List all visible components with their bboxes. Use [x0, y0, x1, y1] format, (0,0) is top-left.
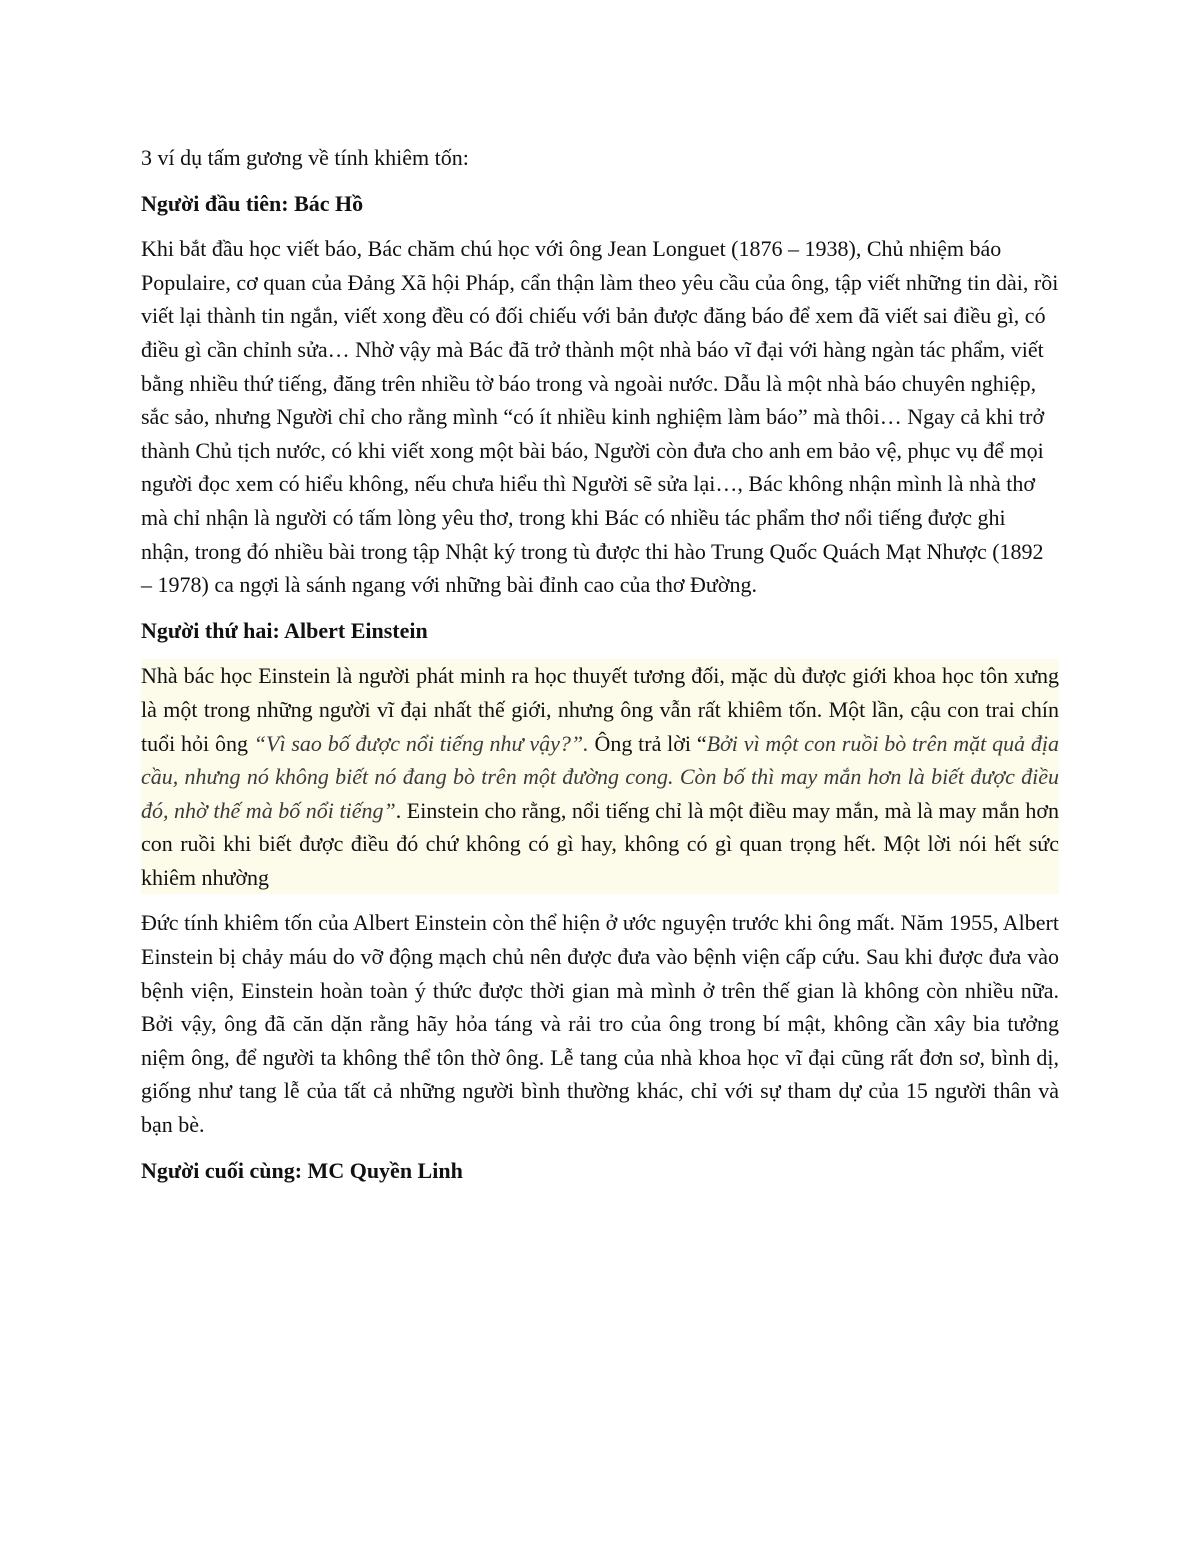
- einstein-quote-question: “Vì sao bố được nổi tiếng như vậy?”.: [253, 730, 589, 756]
- einstein-text-part3: . Einstein cho rằng, nổi tiếng chỉ là một điều may mắn, mà là may mắn hơn con ruồi khi biết được điều đó chứ không có gì hay, không có gì quan trọng hết. Một lời nói hết sức khiêm nhường: [141, 797, 1060, 890]
- section-heading-bac-ho: Người đầu tiên: Bác Hồ: [141, 190, 364, 216]
- paragraph-einstein-highlighted: [141, 659, 1059, 894]
- section-heading-einstein: Người thứ hai: Albert Einstein: [141, 617, 428, 643]
- intro-line: 3 ví dụ tấm gương về tính khiêm tốn:: [141, 145, 469, 170]
- einstein-text-part2: Ông trả lời “: [588, 730, 707, 756]
- document-body: [141, 141, 1059, 1199]
- paragraph-einstein-humility: Đức tính khiêm tốn của Albert Einstein còn thể hiện ở ước nguyện trước khi ông mất. Năm 1955, Albert Einstein bị chảy máu do vỡ động mạch chủ nên được đưa vào bệnh viện cấp cứu. Sau khi được đưa vào bệnh viện, Einstein hoàn toàn ý thức được thời gian mà mình ở trên thế gian là không còn nhiều nữa. Bởi vậy, ông đã căn dặn rằng hãy hỏa táng và rải tro của ông trong bí mật, không cần xây bia tưởng niệm ông, để người ta không thể tôn thờ ông. Lễ tang của nhà khoa học vĩ đại cũng rất đơn sơ, bình dị, giống như tang lễ của tất cả những người bình thường khác, chỉ với sự tham dự của 15 người thân và bạn bè.: [141, 910, 1059, 1138]
- section-heading-quyen-linh: Người cuối cùng: MC Quyền Linh: [141, 1157, 463, 1183]
- einstein-text-part1: Nhà bác học Einstein là người phát minh ra học thuyết tương đối, mặc dù được giới khoa học tôn xưng là một trong những người vĩ đại nhất thế giới, nhưng ông vẫn rất khiêm tốn. Một lần, cậu con trai chín tuổi hỏi ông: [141, 663, 1059, 756]
- paragraph-bac-ho: Khi bắt đầu học viết báo, Bác chăm chú học với ông Jean Longuet (1876 – 1938), Chủ nhiệm báo Populaire, cơ quan của Đảng Xã hội Pháp, cẩn thận làm theo yêu cầu của ông, tập viết những tin dài, rồi viết lại thành tin ngắn, viết xong đều có đối chiếu với bản được đăng báo để xem đã viết sai điều gì, có điều gì cần chỉnh sửa… Nhờ vậy mà Bác đã trở thành một nhà báo vĩ đại với hàng ngàn tác phẩm, viết bằng nhiều thứ tiếng, đăng trên nhiều tờ báo trong và ngoài nước. Dẫu là một nhà báo chuyên nghiệp, sắc sảo, nhưng Người chỉ cho rằng mình “có ít nhiều kinh nghiệm làm báo” mà thôi… Ngay cả khi trở thành Chủ tịch nước, có khi viết xong một bài báo, Người còn đưa cho anh em bảo vệ, phục vụ để mọi người đọc xem có hiểu không, nếu chưa hiểu thì Người sẽ sửa lại…, Bác không nhận mình là nhà thơ mà chỉ nhận là người có tấm lòng yêu thơ, trong khi Bác có nhiều tác phẩm thơ nổi tiếng được ghi nhận, trong đó nhiều bài trong tập Nhật ký trong tù được thi hào Trung Quốc Quách Mạt Nhược (1892 – 1978) ca ngợi là sánh ngang với những bài đỉnh cao của thơ Đường.: [141, 236, 1059, 598]
- einstein-quote-answer: Bởi vì một con ruồi bò trên mặt quả địa cầu, nhưng nó không biết nó đang bò trên một đường cong. Còn bố thì may mắn hơn là biết được điều đó, nhờ thế mà bố nổi tiếng”: [141, 730, 1060, 823]
